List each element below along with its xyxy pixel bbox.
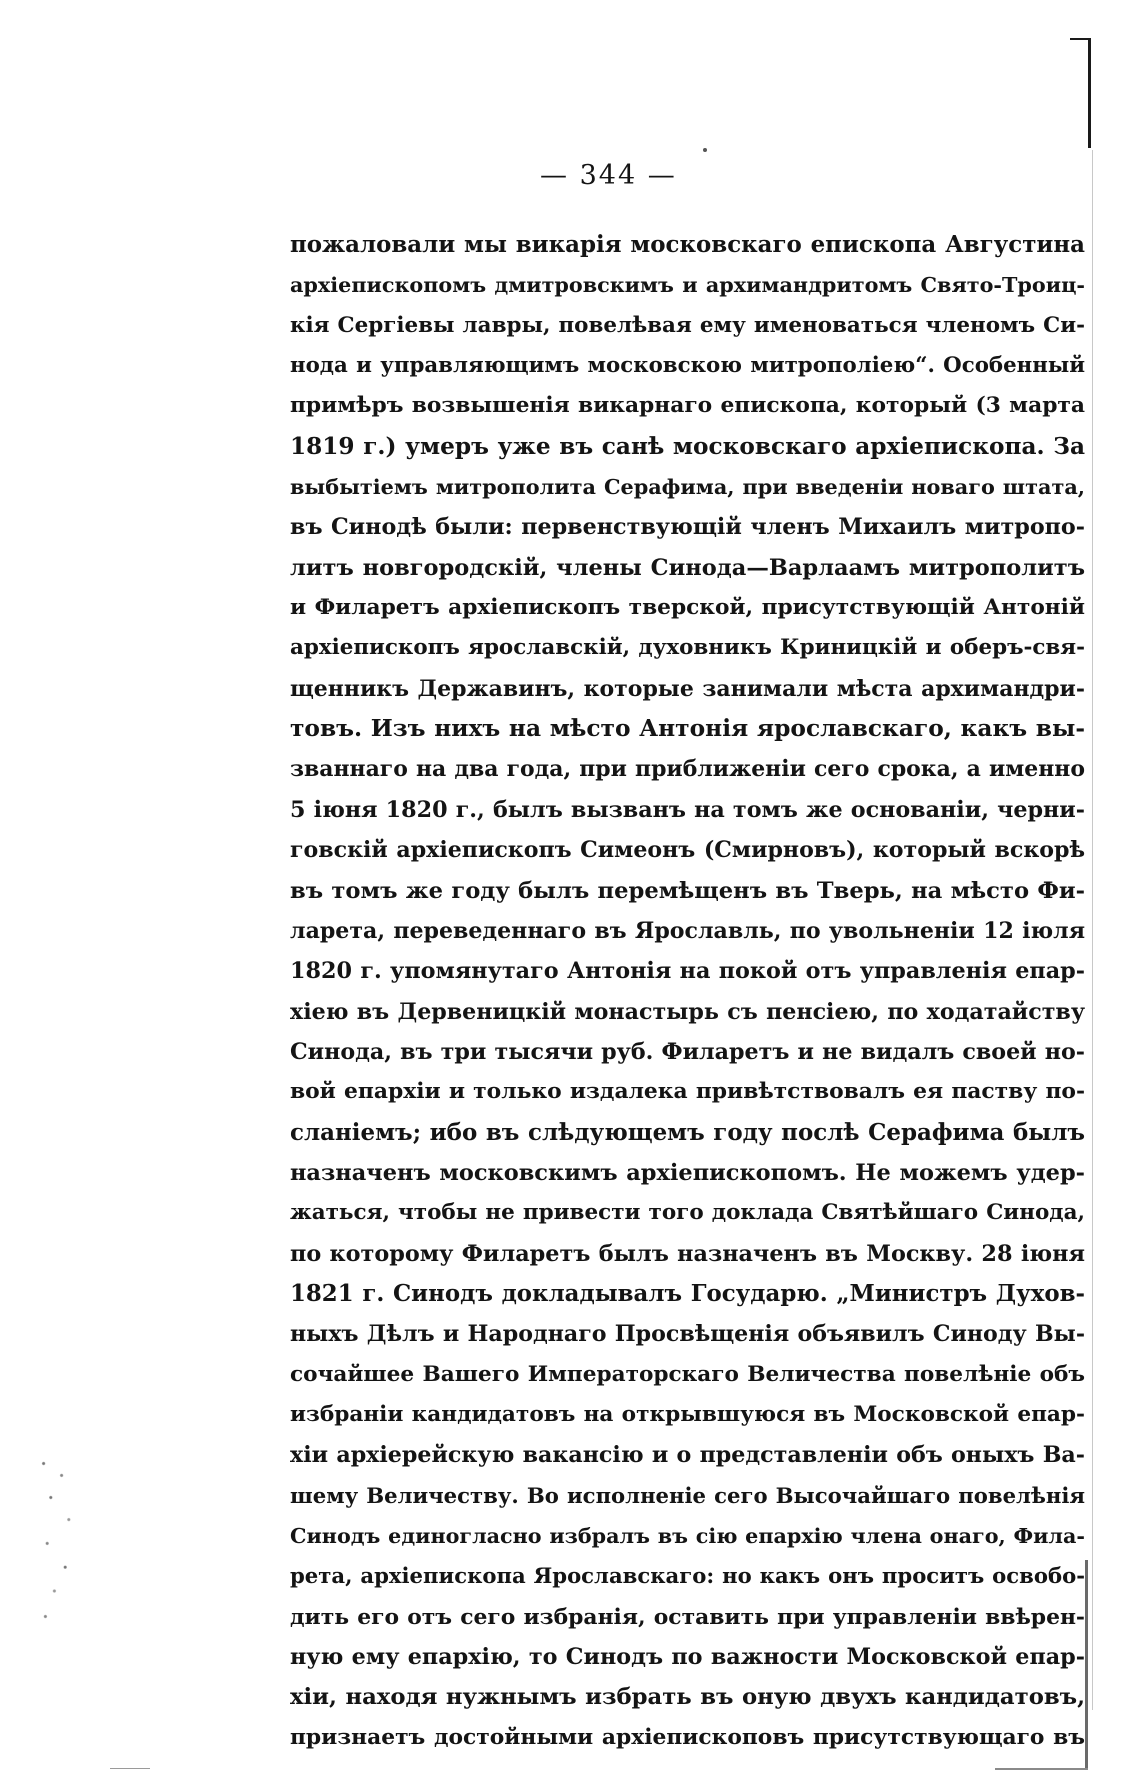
text-line: хіи архіерейскую вакансію и о представленіи объ оныхъ Ва- [290,1442,1085,1469]
page-edge-mark [110,1768,150,1769]
text-line: 1819 г.) умеръ уже въ санѣ московскаго архіепископа. За [290,432,1085,460]
text-line: званнаго на два года, при приближеніи сего срока, а именно [290,756,1085,783]
text-line: кія Сергіевы лавры, повелѣвая ему именоваться членомъ Си- [290,312,1085,338]
text-line: архіепископъ ярославскій, духовникъ Криницкій и оберъ-свя- [290,635,1085,661]
page-edge-mark [995,1768,1088,1770]
page-number: — 344 — [540,160,677,191]
text-line: рета, архіепископа Ярославскаго: но какъ онъ проситъ освобо- [290,1563,1085,1589]
text-line: 1821 г. Синодъ докладывалъ Государю. „Министръ Духов- [290,1280,1085,1307]
text-line: щенникъ Державинъ, которые занимали мѣста архимандри- [290,675,1085,702]
page-edge-mark [1070,38,1090,40]
page-edge-mark [1085,1560,1088,1770]
text-line: архіепископомъ дмитровскимъ и архимандритомъ Свято-Троиц- [290,273,1085,298]
text-line: въ Синодѣ были: первенствующій членъ Михаилъ митропо- [290,514,1085,541]
text-line: хіею въ Дервеницкій монастырь съ пенсіею, по ходатайству [290,998,1085,1025]
text-line: примѣръ возвышенія викарнаго епископа, который (3 марта [290,393,1085,419]
scan-specks [40,1455,76,1625]
text-line: говскій архіепископъ Симеонъ (Смирновъ), который вскорѣ [290,837,1085,864]
text-line: нода и управляющимъ московскою митрополіею“. Особенный [290,353,1085,379]
text-line: ную ему епархію, то Синодъ по важности Московской епар- [290,1644,1085,1671]
text-line: 1820 г. упомянутаго Антонія на покой отъ управленія епар- [290,958,1085,985]
text-line: жаться, чтобы не привести того доклада Святѣйшаго Синода, [290,1200,1085,1226]
text-line: Синода, въ три тысячи руб. Филаретъ и не видалъ своей но- [290,1038,1085,1065]
text-line: вой епархіи и только издалека привѣтствовалъ ея паству по- [290,1079,1085,1105]
text-line: избраніи кандидатовъ на открывшуюся въ Московской епар- [290,1401,1085,1427]
text-line: сланіемъ; ибо въ слѣдующемъ году послѣ Серафима былъ [290,1118,1085,1146]
text-line: хіи, находя нужнымъ избрать въ оную двухъ кандидатовъ, [290,1684,1085,1711]
text-line: ныхъ Дѣлъ и Народнаго Просвѣщенія объявилъ Синоду Вы- [290,1321,1085,1348]
text-line: по которому Филаретъ былъ назначенъ въ Москву. 28 іюня [290,1240,1085,1267]
text-line: товъ. Изъ нихъ на мѣсто Антонія ярославскаго, какъ вы- [290,715,1085,743]
text-line: пожаловали мы викарія московскаго епископа Августина [290,231,1085,258]
text-line: назначенъ московскимъ архіепископомъ. Не можемъ удер- [290,1159,1085,1186]
scan-speck [703,148,707,152]
page-edge-mark [1088,38,1091,148]
text-line: Синодъ единогласно избралъ въ сію епархію члена онаго, Фила- [290,1524,1085,1548]
text-line: 5 іюня 1820 г., былъ вызванъ на томъ же основаніи, черни- [290,796,1085,823]
text-line: признаетъ достойными архіепископовъ присутствующаго въ [290,1724,1085,1750]
page-edge-line [1092,150,1093,1710]
text-line: дить его отъ сего избранія, оставить при управленіи ввѣрен- [290,1603,1085,1630]
body-text [290,225,1085,1758]
text-line: литъ новгородскій, члены Синода—Варлаамъ митрополитъ [290,554,1085,581]
text-line: выбытіемъ митрополита Серафима, при введеніи новаго штата, [290,474,1085,500]
text-line: ларета, переведеннаго въ Ярославль, по увольненіи 12 іюля [290,917,1085,944]
text-line: шему Величеству. Во исполненіе сего Высочайшаго повелѣнія [290,1482,1085,1508]
text-line: въ томъ же году былъ перемѣщенъ въ Тверь, на мѣсто Фи- [290,877,1085,904]
text-line: и Филаретъ архіепископъ тверской, присутствующій Антоній [290,595,1085,621]
text-line: сочайшее Вашего Императорскаго Величества повелѣніе объ [290,1361,1085,1387]
